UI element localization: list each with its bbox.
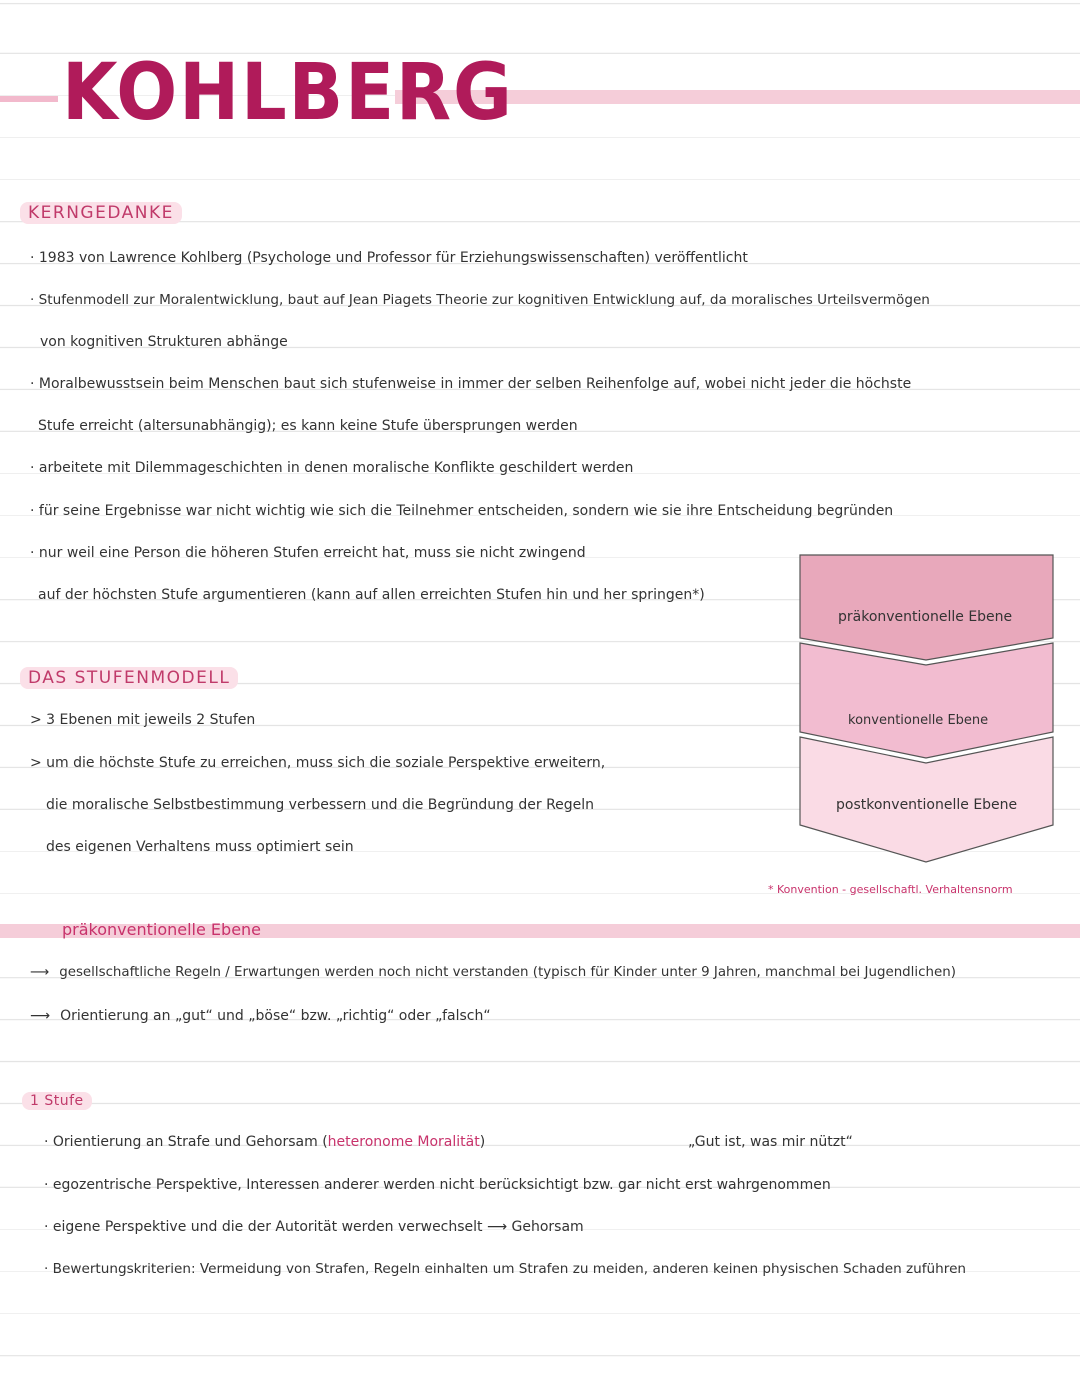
text-line: von kognitiven Strukturen abhänge — [40, 334, 288, 350]
level-label-2: konventionelle Ebene — [848, 713, 989, 728]
text-line: ⟶ gesellschaftliche Regeln / Erwartungen werden noch nicht verstanden (typisch für Kinder unter 9 Jahren, manchmal bei Jugendlichen) — [30, 965, 956, 980]
arrow-icon: ⟶ — [30, 1008, 51, 1024]
level-label-1: präkonventionelle Ebene — [838, 609, 1013, 625]
level-diagram — [795, 550, 1060, 870]
text-line: · für seine Ergebnisse war nicht wichtig wie sich die Teilnehmer entscheiden, sondern wie sie ihre Entscheidung begründen — [30, 503, 894, 519]
text-line: · eigene Perspektive und die der Autorität werden verwechselt ⟶ Gehorsam — [44, 1219, 584, 1235]
text-line: · nur weil eine Person die höheren Stufen erreicht hat, muss sie nicht zwingend — [30, 545, 586, 561]
section-heading-praekonventionell: präkonventionelle Ebene — [62, 920, 262, 939]
text-line: Stufe erreicht (altersunabhängig); es kann keine Stufe übersprungen werden — [38, 418, 578, 434]
page-title: KOHLBERG — [62, 48, 514, 138]
section-heading-stufenmodell: DAS STUFENMODELL — [20, 668, 238, 688]
footnote: * Konvention - gesellschaftl. Verhaltensnorm — [768, 883, 1013, 896]
text-line: > um die höchste Stufe zu erreichen, muss sich die soziale Perspektive erweitern, — [30, 755, 606, 771]
text-line: · 1983 von Lawrence Kohlberg (Psychologe und Professor für Erziehungswissenschaften) veröffentlicht — [30, 250, 748, 266]
text-line: > 3 Ebenen mit jeweils 2 Stufen — [30, 712, 256, 728]
arrow-icon: ⟶ — [30, 965, 50, 980]
section-heading-kerngedanke: KERNGEDANKE — [20, 203, 182, 223]
title-underline-left — [0, 96, 58, 102]
text-line: · Orientierung an Strafe und Gehorsam (heteronome Moralität) — [44, 1134, 486, 1150]
text-line: · Bewertungskriterien: Vermeidung von Strafen, Regeln einhalten um Strafen zu meiden, anderen keinen physischen Schaden zuführen — [44, 1261, 967, 1277]
level-shape-1 — [800, 555, 1053, 660]
section-heading-stufe-1: 1 Stufe — [22, 1090, 92, 1109]
text-line: · Stufenmodell zur Moralentwicklung, baut auf Jean Piagets Theorie zur kognitiven Entwicklung auf, da moralisches Urteilsvermögen — [30, 292, 930, 308]
text-line: · egozentrische Perspektive, Interessen anderer werden nicht berücksichtigt bzw. gar nicht erst wahrgenommen — [44, 1177, 831, 1193]
level-label-3: postkonventionelle Ebene — [836, 797, 1018, 813]
quote-text: „Gut ist, was mir nützt“ — [688, 1134, 853, 1150]
text-line: · Moralbewusstsein beim Menschen baut sich stufenweise in immer der selben Reihenfolge auf, wobei nicht jeder die höchste — [30, 376, 912, 392]
text-line: die moralische Selbstbestimmung verbessern und die Begründung der Regeln — [46, 797, 595, 813]
text-line: ⟶ Orientierung an „gut“ und „böse“ bzw. „richtig“ oder „falsch“ — [30, 1008, 491, 1024]
text-line: · arbeitete mit Dilemmageschichten in denen moralische Konflikte geschildert werden — [30, 460, 634, 476]
text-line: des eigenen Verhaltens muss optimiert sein — [46, 839, 354, 855]
text-line: auf der höchsten Stufe argumentieren (kann auf allen erreichten Stufen hin und her springen*) — [38, 587, 705, 603]
